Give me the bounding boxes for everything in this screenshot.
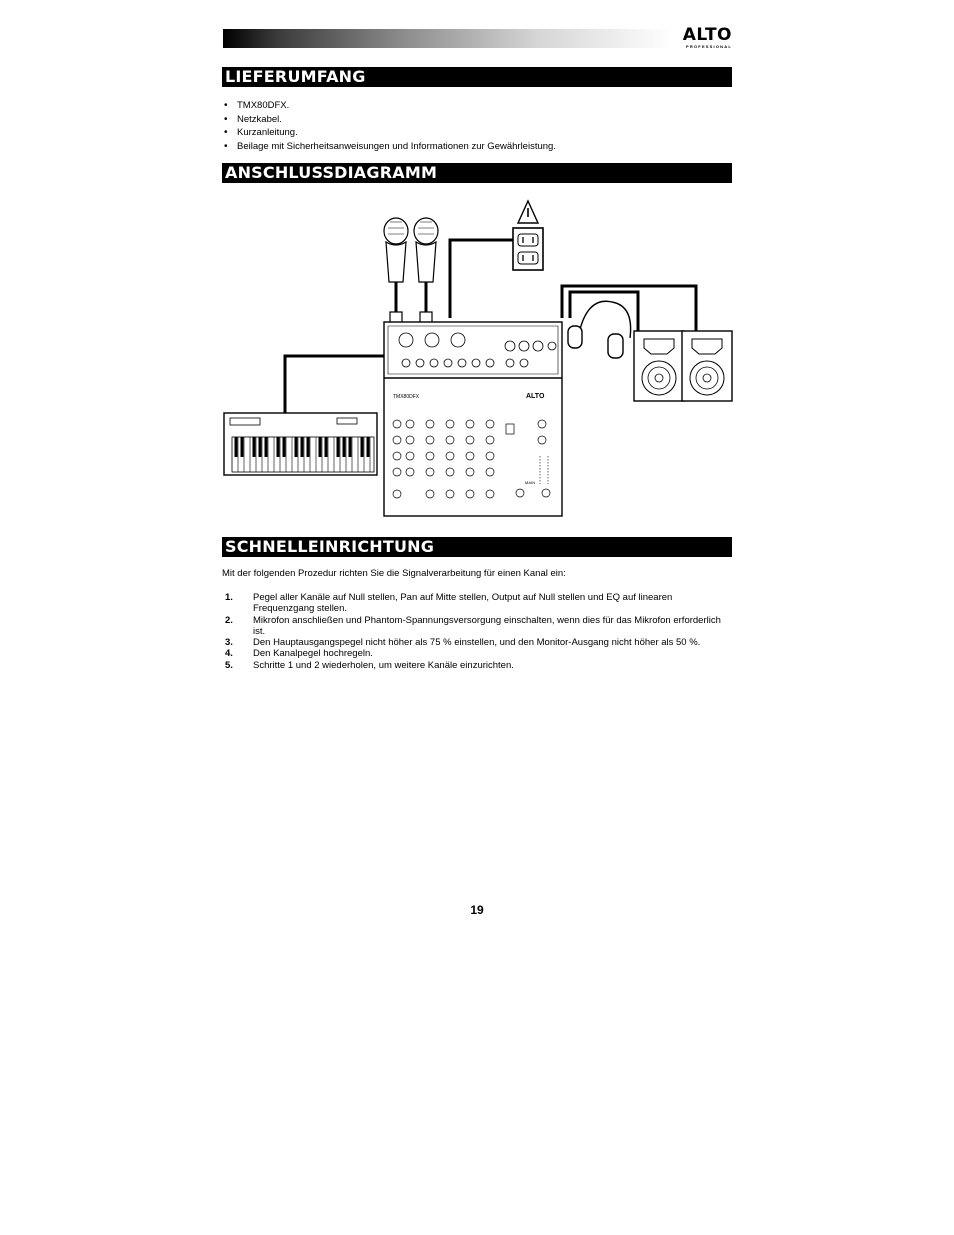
alto-logo [676,26,732,50]
section-header-lieferumfang [222,67,732,87]
setup-steps [222,592,734,671]
step-number: 2. [225,614,233,626]
section-header-schnelleinrichtung [222,537,732,557]
list-item [222,648,734,659]
warning-triangle-icon [518,201,538,223]
list-item [222,615,734,638]
speaker-icon [634,331,684,401]
main-label: MAIN [525,480,535,485]
list-item: • Kurzanleitung. [222,126,742,140]
step-text: Schritte 1 und 2 wiederholen, um weitere Kanäle einzurichten. [253,659,514,671]
section-title: LIEFERUMFANG [225,67,366,86]
step-text: Den Hauptausgangspegel nicht höher als 75 % einstellen, und den Monitor-Ausgang nicht höher als 50 %. [253,637,701,649]
logo-subtitle: PROFESSIONAL [686,44,732,49]
step-text: Den Kanalpegel hochregeln. [253,648,373,660]
section-header-anschlussdiagramm [222,163,732,183]
list-item: • Beilage mit Sicherheitsanweisungen und Informationen zur Gewährleistung. [222,140,742,154]
power-outlet-icon [513,228,543,270]
contents-list [222,99,742,153]
step-number: 4. [225,648,233,660]
page-number: 19 [470,903,484,917]
list-item [222,592,734,615]
list-item: • TMX80DFX. [222,99,742,113]
mixer-model-label: TMX80DFX [393,394,420,400]
microphone-icon [414,218,438,334]
step-number: 3. [225,637,233,649]
mixer-brand-label: ALTO [526,393,545,400]
section-title: SCHNELLEINRICHTUNG [225,537,435,556]
headphones-icon [568,301,631,358]
keyboard-icon [224,413,377,475]
step-number: 5. [225,659,233,671]
step-text: Pegel aller Kanäle auf Null stellen, Pan auf Mitte stellen, Output auf Null stellen und EQ auf linearen Frequenzgang stellen. [253,592,673,615]
header-gradient-bar [223,29,673,48]
logo-word: ALTO [682,25,732,45]
mixer-icon [384,322,562,516]
list-item: • Netzkabel. [222,113,742,127]
microphone-icon [384,218,408,334]
list-item [222,660,734,671]
section-title: ANSCHLUSSDIAGRAMM [225,163,438,182]
speaker-icon [682,331,732,401]
step-number: 1. [225,592,233,603]
connection-diagram [220,198,734,520]
setup-intro: Mit der folgenden Prozedur richten Sie die Signalverarbeitung für einen Kanal ein: [222,568,566,579]
list-item [222,637,734,648]
step-text: Mikrofon anschließen und Phantom-Spannungsversorgung einschalten, wenn dies für das Mikrofon erforderlich ist. [253,614,721,637]
